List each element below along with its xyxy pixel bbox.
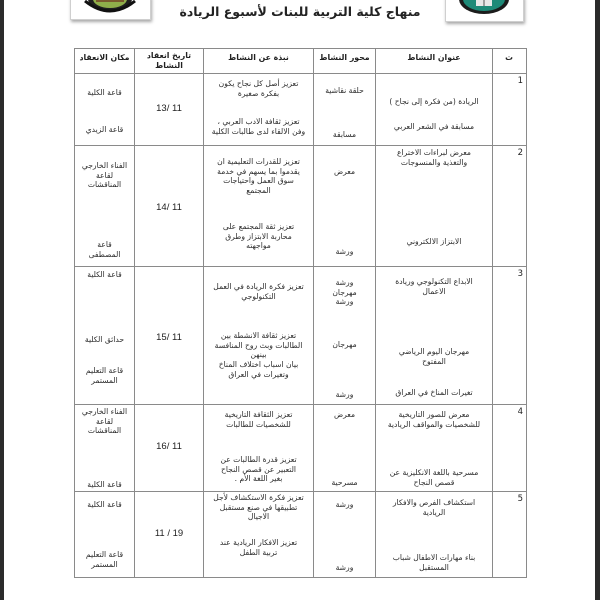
activity-title: الابتزاز الالكتروني [406, 237, 462, 246]
header-number: ت [505, 53, 513, 62]
description-line: بفكرة صغيرة [237, 88, 280, 98]
row-number: 1 [517, 76, 523, 86]
activity-location: قاعة الكلية [87, 88, 122, 97]
description-line: مواجهته [246, 241, 271, 251]
activity-axis: ورشة [335, 500, 354, 509]
activity-description [204, 117, 313, 136]
row-divider [74, 404, 527, 405]
description-line: تعزيز للقدرات التعليمية ان [217, 157, 300, 166]
emblem-icon [71, 0, 150, 19]
description-line: للشخصيات للطالبات [226, 419, 291, 429]
activity-description [204, 455, 313, 484]
header-activity-title: عنوان النشاط [407, 53, 461, 62]
description-line: تعزيز فكرة الاستكشاف لأجل [213, 493, 304, 502]
activity-title: مسابقة في الشعر العربي [393, 122, 475, 131]
title-line: للشخصيات والمواقف الريادية [387, 419, 481, 429]
title-line: استكشاف الفرص والافكار [392, 498, 476, 507]
column-divider [313, 48, 314, 578]
activity-date: 16/ 11 [156, 441, 182, 452]
header-activity-description: نبذة عن النشاط [228, 53, 289, 62]
activity-date: 14/ 11 [156, 202, 182, 213]
activity-axis: ورشة [335, 247, 354, 256]
description-line: تعزيز ثقافة الانشطة بين [220, 331, 297, 340]
row-divider [74, 145, 527, 146]
location-line: قاعة التعليم [85, 550, 124, 559]
description-line: بينهن [250, 350, 267, 360]
table-border-right [526, 48, 527, 578]
description-line: تعزيز أصل كل نجاح يكون [218, 79, 299, 88]
description-line: تعزيز قدرة الطالبات عن [220, 455, 297, 464]
location-line: المستمر [91, 375, 118, 385]
activity-description [204, 331, 313, 360]
location-line: لقاعة [95, 416, 114, 426]
activity-description [204, 222, 313, 251]
row-divider [74, 266, 527, 267]
row-number: 4 [517, 407, 523, 417]
activity-location [75, 550, 134, 569]
activity-title [376, 498, 492, 517]
activity-title [376, 410, 492, 429]
activity-axis: ورشة [335, 563, 354, 572]
activity-date: 15/ 11 [156, 332, 182, 343]
description-line: التعبير عن قصص النجاح [220, 464, 297, 474]
location-line: المصطفى [88, 249, 121, 259]
description-line: يقدموا بما يسهم في خدمة [217, 166, 300, 176]
description-line: تطبيقها في صنع مستقبل [219, 502, 298, 512]
column-divider [134, 48, 135, 578]
location-line: المناقشات [87, 180, 122, 190]
activity-title [376, 468, 492, 487]
title-line: المفتوح [422, 356, 446, 366]
description-line: سوق العمل واحتياجات [223, 176, 294, 186]
location-line: قاعة التعليم [85, 366, 124, 375]
axis-line: ورشة [335, 297, 354, 307]
activity-description [204, 360, 313, 379]
page-title: منهاج كلية التربية للبنات لأسبوع الريادة [179, 4, 421, 19]
description-line: بيان اسباب اختلاف المناخ [218, 360, 299, 369]
activity-date: 13/ 11 [156, 103, 182, 114]
location-line: لقاعة [95, 170, 114, 180]
activity-title: تغيرات المناخ في العراق [395, 388, 473, 397]
activity-title [376, 553, 492, 572]
header-date-line: النشاط [155, 60, 183, 70]
row-number: 5 [517, 494, 523, 504]
activity-date: 11 / 19 [154, 528, 184, 539]
activities-table [74, 48, 527, 578]
activity-location [75, 240, 134, 259]
description-line: الطالبات وبث روح المنافسة [214, 340, 303, 350]
activity-axis: مسرحية [331, 478, 358, 487]
activity-axis: معرض [333, 167, 356, 176]
activity-axis [314, 278, 375, 307]
activity-location: قاعة الكلية [87, 270, 122, 279]
activity-description [204, 410, 313, 429]
axis-line: ورشة [335, 278, 354, 287]
header-activity-axis: محور النشاط [319, 53, 370, 62]
activity-description [204, 493, 313, 522]
title-line: الريادية [422, 507, 446, 517]
title-line: والتغذية والمنسوجات [400, 157, 468, 167]
description-line: وتغيرات في العراق [228, 369, 289, 379]
description-line: تعزيز الافكار الريادية عند [219, 538, 298, 547]
activity-axis: مهرجان [332, 340, 357, 349]
axis-line: مهرجان [332, 287, 357, 297]
activity-location [75, 161, 134, 190]
location-line: قاعة [97, 240, 112, 249]
activity-description [204, 157, 313, 195]
title-line: معرض للصور التاريخية [398, 410, 470, 419]
row-number: 3 [517, 269, 523, 279]
row-number: 2 [517, 148, 523, 158]
header-location: مكان الانعقاد [79, 53, 130, 62]
college-logo-left [70, 0, 151, 20]
description-line: وفن الالقاء لدى طالبات الكلية [211, 126, 306, 136]
screen-edge-left [0, 0, 4, 600]
activity-title [376, 148, 492, 167]
activity-title [376, 347, 492, 366]
title-line: المستقبل [419, 562, 449, 572]
row-divider [74, 73, 527, 74]
description-line: الاجيال [247, 512, 270, 522]
description-line: بغير اللغة الأم . [234, 474, 283, 484]
activity-location [75, 407, 134, 436]
description-line: المجتمع [246, 185, 271, 195]
activity-location: قاعة الكلية [87, 480, 122, 489]
activity-description [204, 282, 313, 301]
location-line: المستمر [91, 559, 118, 569]
description-line: تعزيز فكرة الريادة في العمل [213, 282, 304, 291]
activity-title [376, 277, 492, 296]
activity-title: الريادة (من فكرة إلى نجاح ) [389, 97, 479, 106]
activity-location [75, 366, 134, 385]
title-line: بناء مهارات الاطفال شباب [392, 553, 476, 562]
title-line: الابداع التكنولوجي وريادة [395, 277, 473, 286]
description-line: محاربة الابتزاز وطرق [225, 231, 292, 241]
activity-location: قاعة الكلية [87, 500, 122, 509]
description-line: تعزيز ثقة المجتمع على [222, 222, 295, 231]
location-line: الفناء الخارجي [81, 161, 128, 170]
title-line: مهرجان اليوم الرياضي [398, 347, 470, 356]
description-line: تعزيز ثقافة الادب العربي ، [217, 117, 300, 126]
activity-description [204, 538, 313, 557]
activity-axis: ورشة [335, 390, 354, 399]
description-line: تعزيز الثقافة التاريخية [224, 410, 293, 419]
activity-location: قاعة الزيدي [85, 125, 124, 134]
screen-edge-right [595, 0, 600, 600]
description-line: التكنولوجي [241, 291, 276, 301]
activity-axis: مسابقة [332, 130, 357, 139]
activity-description [204, 79, 313, 98]
activity-axis: حلقة نقاشية [325, 86, 364, 95]
header-activity-date [135, 51, 203, 70]
title-line: معرض لبراءات الاختراع [397, 148, 471, 157]
activity-location: حدائق الكلية [84, 335, 125, 344]
emblem-icon [446, 0, 523, 21]
table-border-bottom [74, 577, 527, 578]
activity-axis: معرض [333, 410, 356, 419]
row-divider [74, 491, 527, 492]
location-line: الفناء الخارجي [81, 407, 128, 416]
description-line: تربية الطفل [239, 547, 278, 557]
column-divider [492, 48, 493, 578]
title-line: مسرحية باللغة الانكليزية عن [389, 468, 479, 477]
location-line: المناقشات [87, 426, 122, 436]
table-border-top [74, 48, 527, 49]
university-logo-right [445, 0, 524, 22]
header-date-line: تاريخ انعقاد [146, 51, 192, 60]
title-line: قصص النجاح [413, 477, 455, 487]
title-line: الاعمال [422, 286, 446, 296]
